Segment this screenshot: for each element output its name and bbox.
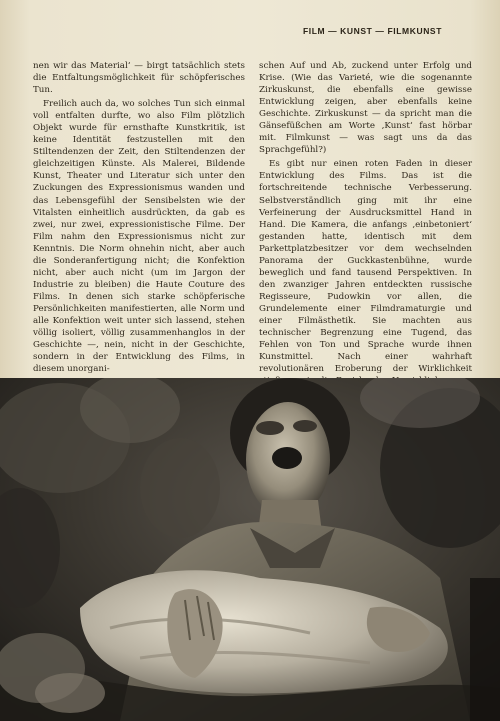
article-column-right xyxy=(259,60,472,401)
film-still-image xyxy=(0,378,500,721)
paragraph: Es gibt nur einen roten Faden in dieser Entwicklung des Films. Das ist die fortschreitende technische Verbesserung. Selbstverständlich ging mit ihr eine Verfeinerung der Ausdrucksmittel Hand in Hand. Die Kamera, die anfangs ‚einbetoniert‘ gestanden hatte, identisch mit dem Parkettplatzbesitzer vor dem wechselnden Panorama der Guckkastenbühne, wurde beweglich und fand tausend Perspektiven. In den zwanziger Jahren entdeckten russische Regisseure, Pudowkin vor allen, die Grundelemente einer Filmdramaturgie und einer Filmästhetik. Sie machten aus technischer Begrenzung eine Tugend, das Fehlen von Ton und Sprache wurde ihnen Kunstmittel. Nach einer wahrhaft revolutionären Eroberung der Wirklichkeit xyxy=(259,159,472,375)
paragraph: Freilich auch da, wo solches Tun sich einmal voll entfalten durfte, wo also Film plötzlich Objekt wurde für ernsthafte Kunstkritik, ist keine Identität festzustellen mit den Stiltendenzen der Zeit, den Stiltendenzen der gleichzeitigen Künste. Als Malerei, Bildende Kunst, Theater und Literatur sich unter den Zuckungen des Expressionismus wanden und das Lebensgefühl der Sensibelsten wie der Vitalsten einheitlich ausdrückten, da gab es zwei, nur zwei, expressionistische Filme. Der Film nahm den Expressionismus nicht zur Kenntnis. Die Norm ohnehin nicht, aber auch die Sonderanfertigung nicht; die Konfektion nicht, aber auch nicht (um im Jargon der Industrie zu bleiben) die Haute Couture des Films. In denen sich starke schöpferische Persönlichkeiten manifestierten, alle Norm und alle Konfektion weit unter sich lassend, stehen völlig isoliert, völlig zusammenhanglos in der Geschichte —, nein, nicht in der Geschichte, sondern in der Entwicklung des Films, in diesem unorgani- xyxy=(33,99,245,375)
paragraph: schen Auf und Ab, zuckend unter Erfolg und Krise. (Wie das Varieté, wie die sogenannte Zirkuskunst, die ebenfalls eine gewisse Entwicklung zeigen, aber ebenfalls keine Geschichte. Zirkuskunst — da spricht man die Gänsefüßchen am Worte ‚Kunst‘ fast hörbar mit. Filmkunst — was sagt uns da das Sprachgefühl?) xyxy=(259,61,472,156)
film-still-photo xyxy=(0,378,500,721)
paragraph: nen wir das Material‘ — birgt tatsächlich stets die Entfaltungsmöglichkeit für schöpferisches Tun. xyxy=(33,61,245,96)
running-head: FILM — KUNST — FILMKUNST xyxy=(302,26,442,36)
article-column-left xyxy=(33,60,245,377)
